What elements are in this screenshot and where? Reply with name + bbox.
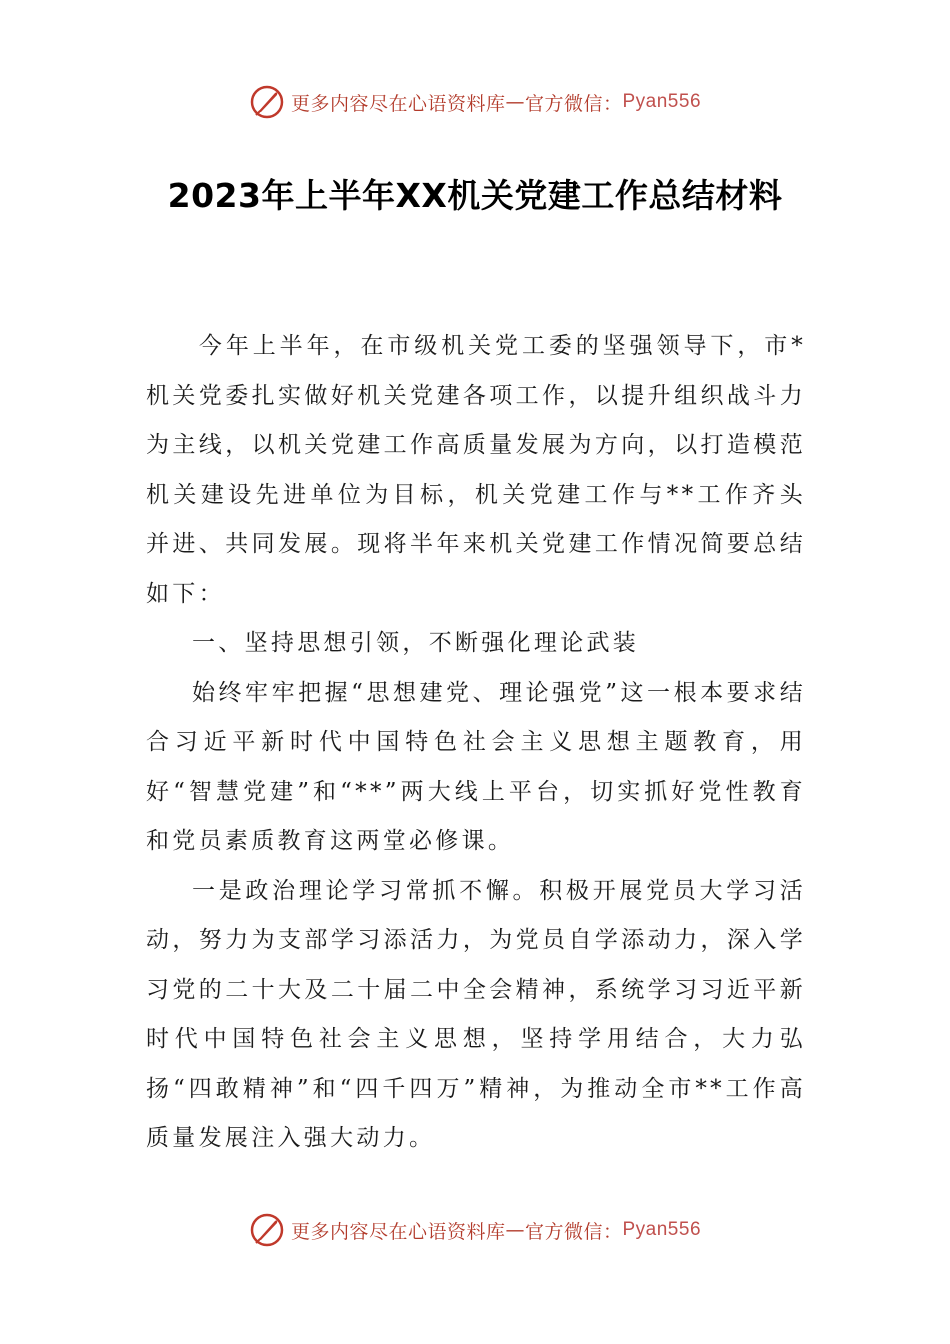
document-body bbox=[146, 322, 806, 1164]
paragraph-point-one: 一是政治理论学习常抓不懈。积极开展党员大学习活动，努力为支部学习添活力，为党员自学添动力，深入学习党的二十大及二十届二中全会精神，系统学习习近平新时代中国特色社会主义思想，坚持学用结合，大力弘扬“四敢精神”和“四千四万”精神，为推动全市**工作高质量发展注入强大动力。 bbox=[146, 877, 806, 1151]
quill-logo-icon bbox=[249, 1212, 285, 1248]
document-title: 2023年上半年XX机关党建工作总结材料 bbox=[167, 176, 783, 215]
quill-logo-icon bbox=[249, 84, 285, 120]
banner-wechat-id: Pyan556 bbox=[622, 91, 702, 112]
footer-banner-wechat-id: Pyan556 bbox=[622, 1219, 702, 1240]
footer-banner-text: 更多内容尽在心语资料库 bbox=[290, 1220, 506, 1243]
paragraph-intro: 今年上半年，在市级机关党工委的坚强领导下，市*机关党委扎实做好机关党建各项工作，以提升组织战斗力为主线，以机关党建工作高质量发展为方向，以打造模范机关建设先进单位为目标，机关党建工作与**工作齐头并进、共同发展。现将半年来机关党建工作情况简要总结如下： bbox=[146, 333, 806, 607]
footer-banner-dash: — bbox=[505, 1219, 525, 1241]
footer-banner bbox=[0, 1208, 950, 1252]
banner-text: 更多内容尽在心语资料库 bbox=[290, 92, 506, 115]
section-heading: 一、坚持思想引领，不断强化理论武装 bbox=[192, 630, 640, 656]
header-banner bbox=[0, 80, 950, 124]
paragraph-section-overview: 始终牢牢把握“思想建党、理论强党”这一根本要求结合习近平新时代中国特色社会主义思想主题教育，用好“智慧党建”和“**”两大线上平台，切实抓好党性教育和党员素质教育这两堂必修课。 bbox=[146, 679, 806, 854]
banner-dash: — bbox=[505, 91, 525, 113]
footer-banner-wechat-label: 官方微信： bbox=[524, 1220, 623, 1243]
banner-wechat-label: 官方微信： bbox=[524, 92, 623, 115]
